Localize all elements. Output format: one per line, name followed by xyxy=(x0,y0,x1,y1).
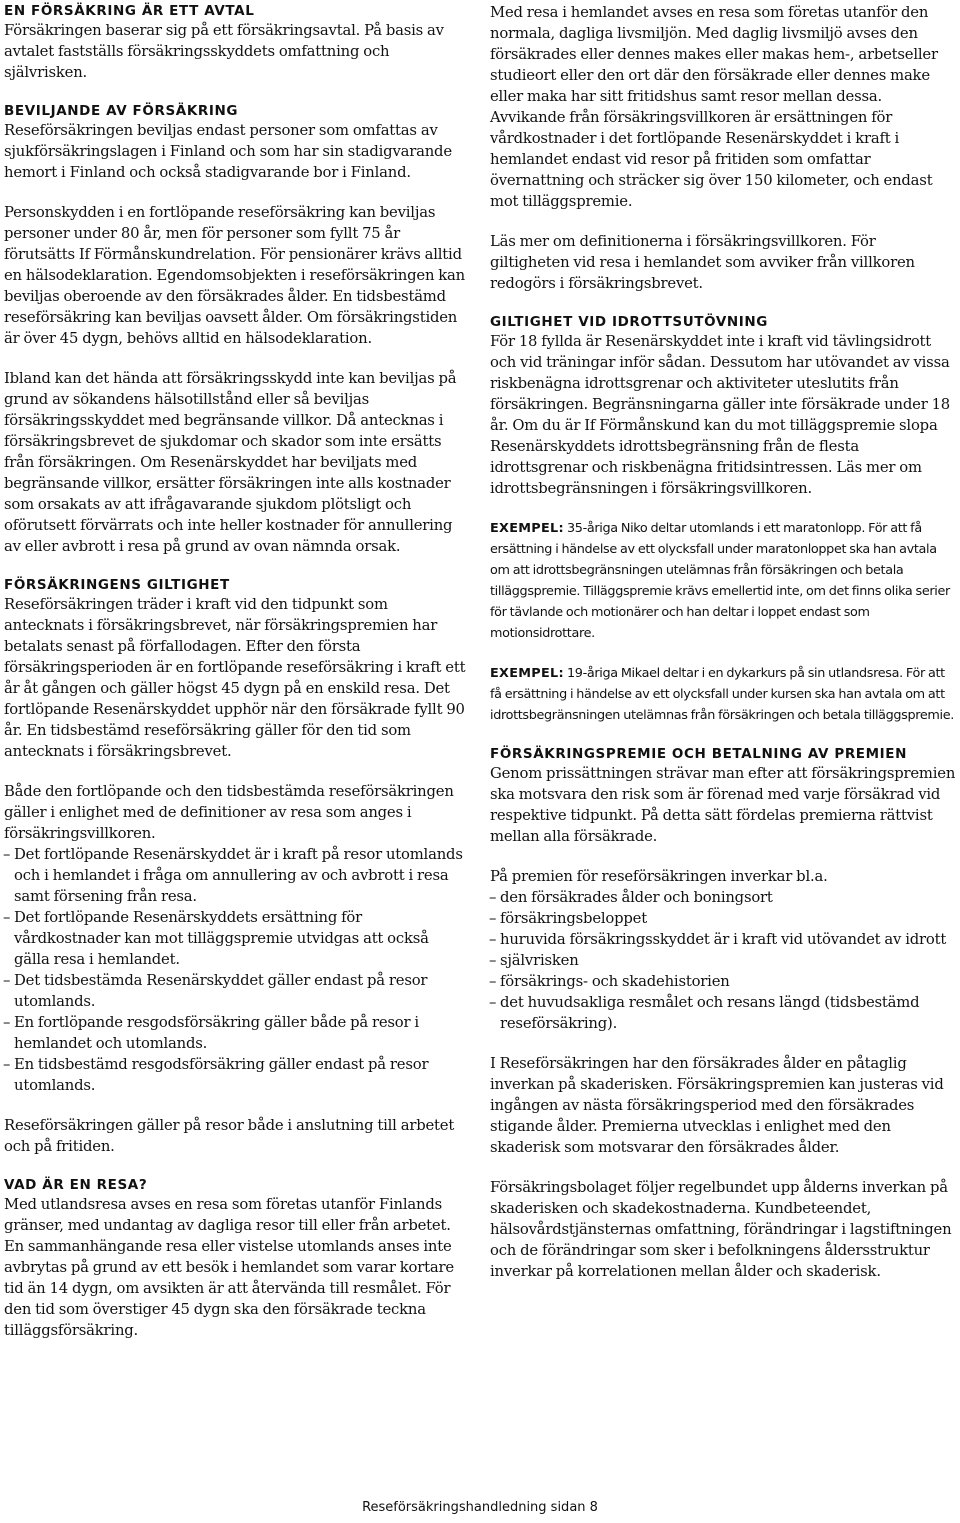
paragraph: Genom prissättningen strävar man efter att försäkringspremien ska motsvara den risk som är förenad med varje försäkrad vid respektive tidpunkt. På detta sätt fördelas premierna rättvist mellan alla försäkrade. xyxy=(490,765,956,845)
validity-list xyxy=(4,844,466,1096)
section-granting-insurance xyxy=(4,102,466,183)
paragraph-block xyxy=(490,866,956,1034)
list-item-text: En fortlöpande resgodsförsäkring gäller både på resor i hemlandet och utomlands. xyxy=(14,1014,419,1052)
left-column xyxy=(4,2,466,1360)
paragraph: På premien för reseförsäkringen inverkar bl.a. xyxy=(490,868,828,885)
section-premium-payment xyxy=(490,745,956,847)
section-heading: EN FÖRSÄKRING ÄR ETT AVTAL xyxy=(4,3,255,19)
dash-bullet: – xyxy=(489,952,497,969)
paragraph: Läs mer om definitionerna i försäkringsvillkoren. För giltigheten vid resa i hemlandet som avviker från villkoren redogörs i försäkringsbrevet. xyxy=(490,233,915,292)
example-paragraph xyxy=(490,663,956,726)
list-item xyxy=(4,1054,466,1096)
section-heading: GILTIGHET VID IDROTTSUTÖVNING xyxy=(490,314,768,330)
list-item xyxy=(490,971,956,992)
list-item-text: den försäkrades ålder och boningsort xyxy=(500,889,773,906)
example-text: 35-åriga Niko deltar utomlands i ett maratonlopp. För att få ersättning i händelse av ett olycksfall under maratonloppet ska han avtala om att idrottsbegränsningen utelämnas från försäkringen och betala tilläggspremie. Tilläggspremie krävs emellertid inte, om det finns olika serier för tävlande och motionärer och han deltar i loppet endast som motionsidrottare. xyxy=(490,521,950,641)
example-label: EXEMPEL: xyxy=(490,666,564,681)
right-column xyxy=(490,2,956,1301)
dash-bullet: – xyxy=(489,910,497,927)
list-item-text: Det tidsbestämda Resenärskyddet gäller endast på resor utomlands. xyxy=(14,972,428,1010)
section-what-is-a-trip xyxy=(4,1176,466,1341)
section-heading: VAD ÄR EN RESA? xyxy=(4,1177,148,1193)
list-item xyxy=(490,950,956,971)
section-heading: BEVILJANDE AV FÖRSÄKRING xyxy=(4,103,239,119)
list-item-text: försäkringsbeloppet xyxy=(500,910,647,927)
paragraph-block xyxy=(4,781,466,1096)
example-label: EXEMPEL: xyxy=(490,521,564,536)
dash-bullet: – xyxy=(3,1014,11,1031)
paragraph: I Reseförsäkringen har den försäkrades ålder en påtaglig inverkan på skaderisken. Försäkringspremien kan justeras vid ingången av nästa försäkringsperiod med den försäkrades stigande ålder. Premierna utvecklas i enlighet med den skaderisk som motsvarar den försäkrades ålder. xyxy=(490,1055,944,1156)
section-insurance-validity xyxy=(4,576,466,762)
list-item-text: Det fortlöpande Resenärskyddets ersättning för vårdkostnader kan mot tilläggspremie utvidgas att också gälla resa i hemlandet. xyxy=(14,909,429,968)
example-paragraph xyxy=(490,518,956,644)
paragraph: Reseförsäkringen träder i kraft vid den tidpunkt som antecknats i försäkringsbrevet, när försäkringspremien har betalats senast på förfallodagen. Efter den första försäkringsperioden är en fortlöpande reseförsäkring i kraft ett år åt gången och gäller högst 45 dygn på en enskild resa. Det fortlöpande Resenärskyddet upphör när den försäkrade fyllt 90 år. En tidsbestämd reseförsäkring gäller för den tid som antecknats i försäkringsbrevet. xyxy=(4,596,466,760)
list-item xyxy=(490,929,956,950)
list-item xyxy=(490,887,956,908)
paragraph: Reseförsäkringen gäller på resor både i anslutning till arbetet och på fritiden. xyxy=(4,1117,455,1155)
paragraph-block xyxy=(4,1115,466,1157)
footer-text: Reseförsäkringshandledning sidan 8 xyxy=(362,1500,598,1515)
dash-bullet: – xyxy=(3,909,11,926)
list-item-text: självrisken xyxy=(500,952,579,969)
list-item-text: försäkrings- och skadehistorien xyxy=(500,973,730,990)
dash-bullet: – xyxy=(3,846,11,863)
dash-bullet: – xyxy=(489,994,497,1011)
paragraph: Personskydden i en fortlöpande reseförsäkring kan beviljas personer under 80 år, men för personer som fyllt 75 år förutsätts If Förmånskundrelation. För pensionärer krävs alltid en hälsodeklaration. Egendomsobjekten i reseförsäkringen kan beviljas oberoende av den försäkrades ålder. En tidsbestämd reseförsäkring kan beviljas oavsett ålder. Om försäkringstiden är över 45 dygn, behövs alltid en hälsodeklaration. xyxy=(4,204,466,347)
paragraph-block xyxy=(490,2,956,212)
dash-bullet: – xyxy=(489,889,497,906)
paragraph-block xyxy=(490,1177,956,1282)
paragraph: Med resa i hemlandet avses en resa som företas utanför den normala, dagliga livsmiljön. Med daglig livsmiljö avses den försäkrades eller dennes makes eller makas hem-, arbetseller studieort eller den ort där den försäkrade eller dennes make eller maka har sitt fritidshus samt resor mellan dessa. Avvikande från försäkringsvillkoren är ersättningen för vårdkostnader i det fortlöpande Resenärskyddet i kraft i hemlandet endast vid resor på fritiden som omfattar övernattning och sträcker sig över 150 kilometer, och endast mot tilläggspremie. xyxy=(490,4,938,210)
section-heading: FÖRSÄKRINGSPREMIE OCH BETALNING AV PREMIEN xyxy=(490,746,908,762)
example-text: 19-åriga Mikael deltar i en dykarkurs på sin utlandsresa. För att få ersättning i händelse av ett olycksfall under kursen ska han avtala om att idrottsbegränsningen utelämnas från försäkringen och betala tilläggspremie. xyxy=(490,666,954,723)
paragraph: Reseförsäkringen beviljas endast personer som omfattas av sjukförsäkringslagen i Finland och som har sin stadigvarande hemort i Finland och också stadigvarande bor i Finland. xyxy=(4,122,452,181)
list-item-text: En tidsbestämd resgodsförsäkring gäller endast på resor utomlands. xyxy=(14,1056,429,1094)
paragraph: För 18 fyllda är Resenärskyddet inte i kraft vid tävlingsidrott och vid träningar inför sådan. Dessutom har utövandet av vissa riskbenägna idrottsgrenar och aktiviteter uteslutits från försäkringen. Begränsningarna gäller inte försäkrade under 18 år. Om du är If Förmånskund kan du mot tilläggspremie slopa Resenärskyddets idrottsbegränsning från de flesta idrottsgrenar och riskbenägna fritidsintressen. Läs mer om idrottsbegränsningen i försäkringsvillkoren. xyxy=(490,333,950,497)
premium-factors-list xyxy=(490,887,956,1034)
paragraph: Både den fortlöpande och den tidsbestämda reseförsäkringen gäller i enlighet med de definitioner av resa som anges i försäkringsvillkoren. xyxy=(4,783,454,842)
paragraph-block xyxy=(4,368,466,557)
list-item-text: Det fortlöpande Resenärskyddet är i kraft på resor utomlands och i hemlandet i fråga om annullering av och avbrott i resa samt försening från resa. xyxy=(14,846,463,905)
list-item xyxy=(4,844,466,907)
list-item-text: det huvudsakliga resmålet och resans längd (tidsbestämd reseförsäkring). xyxy=(500,994,920,1032)
paragraph-block xyxy=(490,231,956,294)
section-heading: FÖRSÄKRINGENS GILTIGHET xyxy=(4,577,230,593)
example-box xyxy=(490,518,956,644)
example-box xyxy=(490,663,956,726)
dash-bullet: – xyxy=(3,972,11,989)
paragraph: Ibland kan det hända att försäkringsskydd inte kan beviljas på grund av sökandens hälsotillstånd eller så beviljas försäkringsskyddet med begränsande villkor. Då antecknas i försäkringsbrevet de sjukdomar och skador som inte ersätts från försäkringen. Om Resenärskyddet har beviljats med begränsande villkor, ersätter försäkringen inte alls kostnader som orsakats av att ifrågavarande sjukdom plötsligt och oförutsett förvärrats och inte heller kostnader för annullering av eller avbrott i resa på grund av ovan nämnda orsak. xyxy=(4,370,457,555)
list-item xyxy=(4,1012,466,1054)
section-sports-validity xyxy=(490,313,956,499)
paragraph: Försäkringsbolaget följer regelbundet upp ålderns inverkan på skaderisken och skadekostnaderna. Kundbeteendet, hälsovårdstjänsternas omfattning, förändringar i lagstiftningen och de förändringar som sker i befolkningens åldersstruktur inverkar på korrelationen mellan ålder och skaderisk. xyxy=(490,1179,952,1280)
paragraph-block xyxy=(490,1053,956,1158)
dash-bullet: – xyxy=(489,931,497,948)
list-item xyxy=(4,907,466,970)
section-insurance-agreement xyxy=(4,2,466,83)
paragraph: Försäkringen baserar sig på ett försäkringsavtal. På basis av avtalet fastställs försäkringsskyddets omfattning och självrisken. xyxy=(4,22,444,81)
page-footer xyxy=(0,1500,960,1515)
list-item xyxy=(490,908,956,929)
paragraph-block xyxy=(4,202,466,349)
dash-bullet: – xyxy=(489,973,497,990)
list-item xyxy=(4,970,466,1012)
list-item-text: huruvida försäkringsskyddet är i kraft vid utövandet av idrott xyxy=(500,931,947,948)
list-item xyxy=(490,992,956,1034)
paragraph: Med utlandsresa avses en resa som företas utanför Finlands gränser, med undantag av dagliga resor till eller från arbetet. En sammanhängande resa eller vistelse utomlands anses inte avbrytas på grund av ett besök i hemlandet som varar kortare tid än 14 dygn, om avsikten är att återvända till resmålet. För den tid som överstiger 45 dygn ska den försäkrade teckna tilläggsförsäkring. xyxy=(4,1196,454,1339)
dash-bullet: – xyxy=(3,1056,11,1073)
